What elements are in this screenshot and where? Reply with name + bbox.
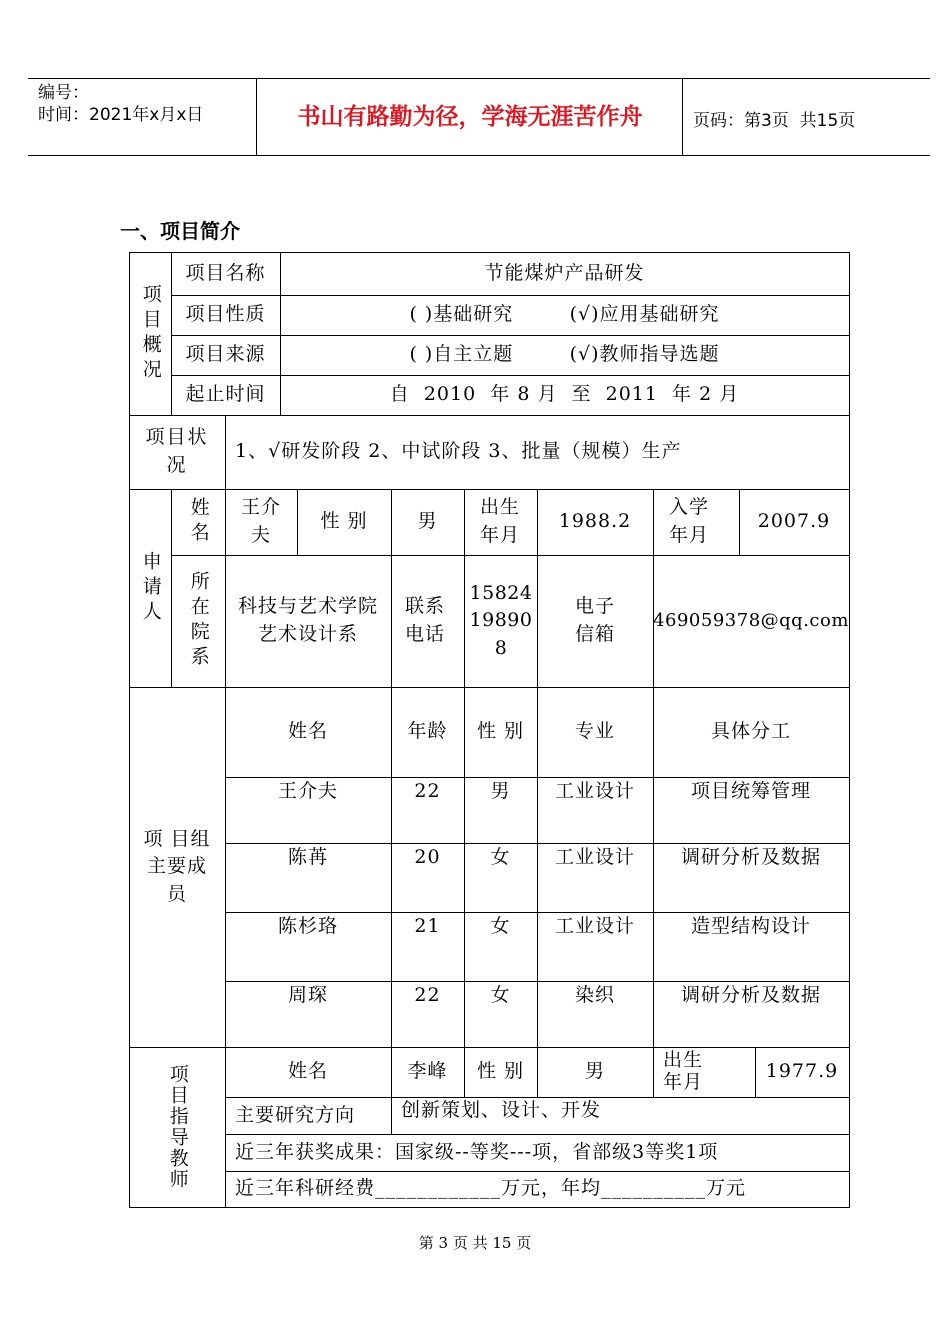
applicant-birth-label: 出生年月 bbox=[479, 496, 520, 546]
section-title: 一、项目简介 bbox=[120, 219, 240, 243]
applicant-gender: 男 bbox=[417, 510, 438, 533]
members-header-gender: 性 别 bbox=[476, 720, 525, 743]
project-source-value: ( )自主立题 (√)教师指导选题 bbox=[409, 343, 720, 366]
overview-group-label: 项目概况 bbox=[139, 283, 162, 384]
page-footer: 第 3 页 共 15 页 bbox=[418, 1234, 532, 1252]
advisor-name: 李峰 bbox=[407, 1060, 448, 1083]
advisor-funding: 近三年科研经费____________万元，年均__________万元 bbox=[235, 1177, 747, 1200]
applicant-phone-label: 联系电话 bbox=[404, 595, 445, 645]
advisor-birth: 1977.9 bbox=[765, 1060, 839, 1083]
member-gender: 女 bbox=[490, 915, 511, 938]
members-header-major: 专业 bbox=[574, 720, 615, 743]
table-rule bbox=[464, 489, 465, 687]
member-role: 调研分析及数据 bbox=[680, 846, 821, 869]
advisor-birth-label: 出生年月 bbox=[663, 1049, 704, 1093]
status-label: 项目状况 bbox=[145, 426, 209, 476]
table-border bbox=[129, 1207, 850, 1208]
member-role: 调研分析及数据 bbox=[680, 984, 821, 1007]
serial-label: 编号： bbox=[38, 83, 89, 103]
project-intro-table bbox=[129, 252, 849, 1207]
member-role: 项目统筹管理 bbox=[690, 780, 811, 803]
advisor-group-label: 项目指导教师 bbox=[166, 1064, 189, 1190]
table-border bbox=[849, 252, 850, 1207]
advisor-direction-label: 主要研究方向 bbox=[235, 1103, 356, 1126]
applicant-email: 469059378@qq.com bbox=[653, 609, 849, 631]
member-gender: 男 bbox=[490, 780, 511, 803]
period-label: 起止时间 bbox=[185, 383, 266, 406]
applicant-email-label: 电子信箱 bbox=[574, 595, 615, 645]
period-value: 自 2010 年 8 月 至 2011 年 2 月 bbox=[389, 383, 740, 406]
member-major: 工业设计 bbox=[554, 780, 635, 803]
project-name-value: 节能煤炉产品研发 bbox=[484, 261, 645, 284]
header-top-rule bbox=[28, 78, 930, 79]
member-age: 21 bbox=[414, 915, 441, 938]
applicant-phone: 15824198908 bbox=[469, 581, 533, 659]
member-role: 造型结构设计 bbox=[690, 915, 811, 938]
applicant-birth: 1988.2 bbox=[558, 510, 632, 533]
member-name: 王介夫 bbox=[277, 780, 338, 803]
header-bottom-rule bbox=[28, 155, 930, 156]
member-name: 周琛 bbox=[287, 984, 328, 1007]
time-label: 时间：2021年x月x日 bbox=[38, 105, 204, 125]
advisor-direction: 创新策划、设计、开发 bbox=[401, 1099, 602, 1121]
members-header-name: 姓名 bbox=[287, 720, 328, 743]
advisor-gender-label: 性 别 bbox=[476, 1060, 525, 1083]
applicant-name: 王介夫 bbox=[240, 496, 281, 546]
applicant-gender-label: 性 别 bbox=[320, 510, 368, 533]
member-gender: 女 bbox=[490, 846, 511, 869]
project-name-label: 项目名称 bbox=[185, 261, 266, 284]
project-source-label: 项目来源 bbox=[185, 343, 266, 366]
member-major: 工业设计 bbox=[554, 915, 635, 938]
applicant-group-label: 申请人 bbox=[139, 550, 162, 626]
advisor-awards: 近三年获奖成果：国家级--等奖---项，省部级3等奖1项 bbox=[235, 1140, 719, 1163]
applicant-name-label: 姓名 bbox=[187, 497, 210, 547]
member-age: 22 bbox=[414, 780, 441, 803]
status-value: 1、√研发阶段 2、中试阶段 3、批量（规模）生产 bbox=[235, 440, 682, 463]
members-header-role: 具体分工 bbox=[710, 720, 791, 743]
member-age: 22 bbox=[414, 984, 441, 1007]
member-major: 工业设计 bbox=[554, 846, 635, 869]
member-name: 陈苒 bbox=[287, 846, 328, 869]
member-major: 染织 bbox=[574, 984, 615, 1007]
applicant-dept: 科技与艺术学院艺术设计系 bbox=[237, 595, 378, 645]
advisor-gender: 男 bbox=[584, 1060, 605, 1083]
header-meta bbox=[38, 82, 203, 126]
members-group-label: 项 目组主要成员 bbox=[143, 827, 211, 905]
header-page-info: 页码：第3页 共15页 bbox=[693, 111, 856, 131]
advisor-name-label: 姓名 bbox=[287, 1060, 328, 1083]
header-motto: 书山有路勤为径，学海无涯苦作舟 bbox=[297, 103, 643, 130]
project-nature-label: 项目性质 bbox=[185, 303, 266, 326]
table-rule bbox=[225, 489, 226, 687]
applicant-enroll: 2007.9 bbox=[757, 510, 831, 533]
member-name: 陈杉珞 bbox=[277, 915, 338, 938]
members-header-age: 年龄 bbox=[407, 720, 448, 743]
member-age: 20 bbox=[414, 846, 441, 869]
applicant-enroll-label: 入学年月 bbox=[668, 496, 709, 546]
applicant-dept-label: 所在院系 bbox=[187, 571, 210, 671]
member-gender: 女 bbox=[490, 984, 511, 1007]
project-nature-value: ( )基础研究 (√)应用基础研究 bbox=[409, 303, 720, 326]
table-rule bbox=[653, 1047, 654, 1097]
